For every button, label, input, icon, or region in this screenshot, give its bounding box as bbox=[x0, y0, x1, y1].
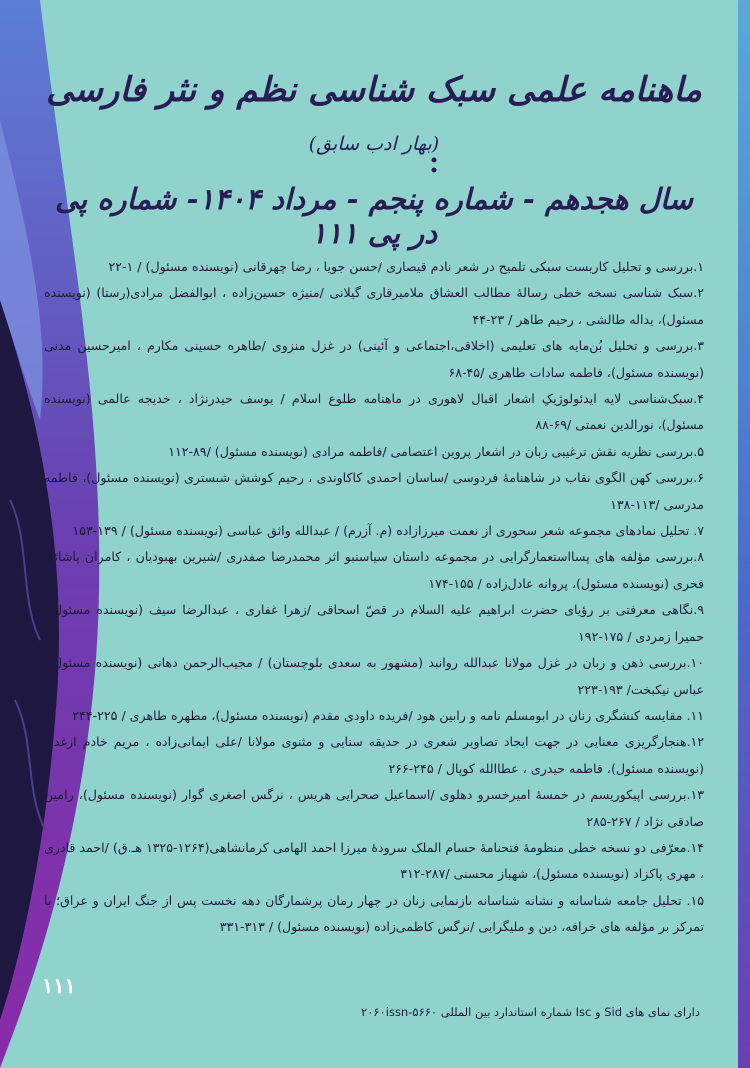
toc-item: ۴.سبک‌شناسی لایه ایدئولوژیکِ اشعار اقبال لاهوری در ماهنامه طلوع اسلام / یوسف حیدرنژاد ، خدیجه عالمی (نویسنده مسئول)، نورالدین نعمتی /۶۹-۸۸ bbox=[44, 391, 704, 433]
toc-item: ۸.بررسی مؤلفه های پسااستعمارگرایی در مجموعه داستان سیاسنبو اثر محمدرضا صفدری /شیرین بهبودیان ، کامران پاشائی فخری (نویسنده مسئول)، پروانه عادل‌زاده / ۱۵۵-۱۷۴ bbox=[44, 549, 704, 591]
toc-item: ۵.بررسی نظریه نقش ترغیبی زبان در اشعار پروین اعتصامی /فاطمه مرادی (نویسنده مسئول) /۸۹-۱۱۲ bbox=[168, 443, 704, 459]
page-number: ۱۱۱ bbox=[42, 973, 76, 998]
toc-item: ۱۰.بررسی ذهن و زبان در غزل مولانا عبدالله روانبد (مشهور به سعدی بلوچستان) / مجیب‌الرحمن دهانی (نویسنده مسئول)، عباس نیکبخت/ ۱۹۳-۲۲۳ bbox=[44, 655, 704, 697]
toc-item: ۱۴.معرّفی دو نسخه خطی منظومهٔ فتحنامهٔ حسام الملک سرودهٔ میرزا احمد الهامی کرمانشاهی(۱۲۶۴-۱۳۲۵ هـ.ق) /احمد قادری ، مهری پاکزاد (نویسنده مسئول)، شهباز محسنی /۲۸۷-۳۱۲ bbox=[44, 839, 704, 882]
toc-item: ۱۳.بررسی اپیکوریسم در خمسهٔ امیرخسرو دهلوی /اسماعیل صحرایی هریس ، نرگس اصغری گوار (نویسنده مسئول)، رامین صادقی نژاد / ۲۶۷-۲۸۵ bbox=[44, 787, 704, 829]
toc-item: ۱۵. تحلیل جامعه شناسانه و نشانه شناسانه بازنمایی زنان در چهار رمان پرشمارگان دهه نخست پس از جنگ ایران و عراق؛ با تمرکز بر مؤلفه های خرافه، دین و ملیگرایی /نرگس کاظمی‌زاده (نویسنده مسئول) / ۳۱۳-۳۳۱ bbox=[44, 892, 704, 935]
magazine-subtitle: (بهار ادب سابق) bbox=[308, 133, 440, 155]
toc-item: ۲.سبک شناسی نسخه خطی رسالهٔ مطالب العشاق ملامیرقاری گیلانی /منیژه حسین‌زاده ، ابوالفضل مرادی(رستا) (نویسنده مسئول)، یداله طالشی ، رحیم طاهر / ۲۳-۴۴ bbox=[44, 285, 704, 327]
toc-item: ۱۲.هنجارگریزی معنایی در جهت ایجاد تصاویر شعری در حدیقه سنایی و مثنوی مولانا /علی ایمانی‌زاده ، مریم خادم ازغدی (نویسنده مسئول)، فاطمه حیدری ، عطاالله کوپال / ۲۴۵-۲۶۶ bbox=[44, 734, 704, 776]
page-content bbox=[44, 0, 704, 1068]
right-edge-band bbox=[738, 0, 750, 1068]
issue-info: سال هجدهم - شماره پنجم - مرداد ۱۴۰۴- شماره پی در پی ۱۱۱ bbox=[54, 182, 694, 250]
toc-item: ۷. تحلیل نمادهای مجموعه شعر سحوری از نعمت میرزازاده (م. آزرم) / عبدالله واثق عباسی (نویسنده مسئول) / ۱۳۹-۱۵۳ bbox=[72, 523, 704, 539]
toc-item: ۹.نگاهی معرفتی بر رؤیای حضرت ابراهیم علیه السلام در قصّ اسحاقی /زهرا غفاری ، عبدالرضا سیف (نویسنده مسئول)، حمیرا زمردی / ۱۷۵-۱۹۲ bbox=[44, 602, 704, 644]
magazine-title: ماهنامه علمی سبک شناسی نظم و نثر فارسی bbox=[46, 70, 702, 110]
toc-item: ۶.بررسی کهن الگوی نقاب در شاهنامهٔ فردوسی /ساسان احمدی کاکاوندی ، رحیم کوشش شبستری (نویسنده مسئول)، فاطمه مدرسی /۱۱۳-۱۳۸ bbox=[44, 470, 704, 512]
table-of-contents bbox=[44, 254, 704, 941]
issn-footer: دارای نمای های Sid و Isc شماره استاندارد بین المللی ۵۶۶۰-۲۰۶۰issn bbox=[361, 1005, 700, 1019]
toc-item: ۱.بررسی و تحلیل کاربست سبکی تلمیح در شعر نادم قیصاری /حسن جویا ، رضا چهرقانی (نویسنده مسئول) / ۱-۲۲ bbox=[108, 259, 704, 274]
toc-item: ۳.بررسی و تحلیل بُن‌مایه های تعلیمی (اخلاقی،اجتماعی و آئینی) در غزل منزوی /طاهره حسینی مکارم ، امیرحسین مدنی (نویسنده مسئول)، فاطمه سادات طاهری /۴۵-۶۸ bbox=[44, 338, 704, 380]
toc-item: ۱۱. مقایسه کنشگری زنان در ابومسلم نامه و رابین هود /فریده داودی مقدم (نویسنده مسئول)، مطهره طاهری / ۲۲۵-۲۴۴ bbox=[72, 707, 704, 723]
